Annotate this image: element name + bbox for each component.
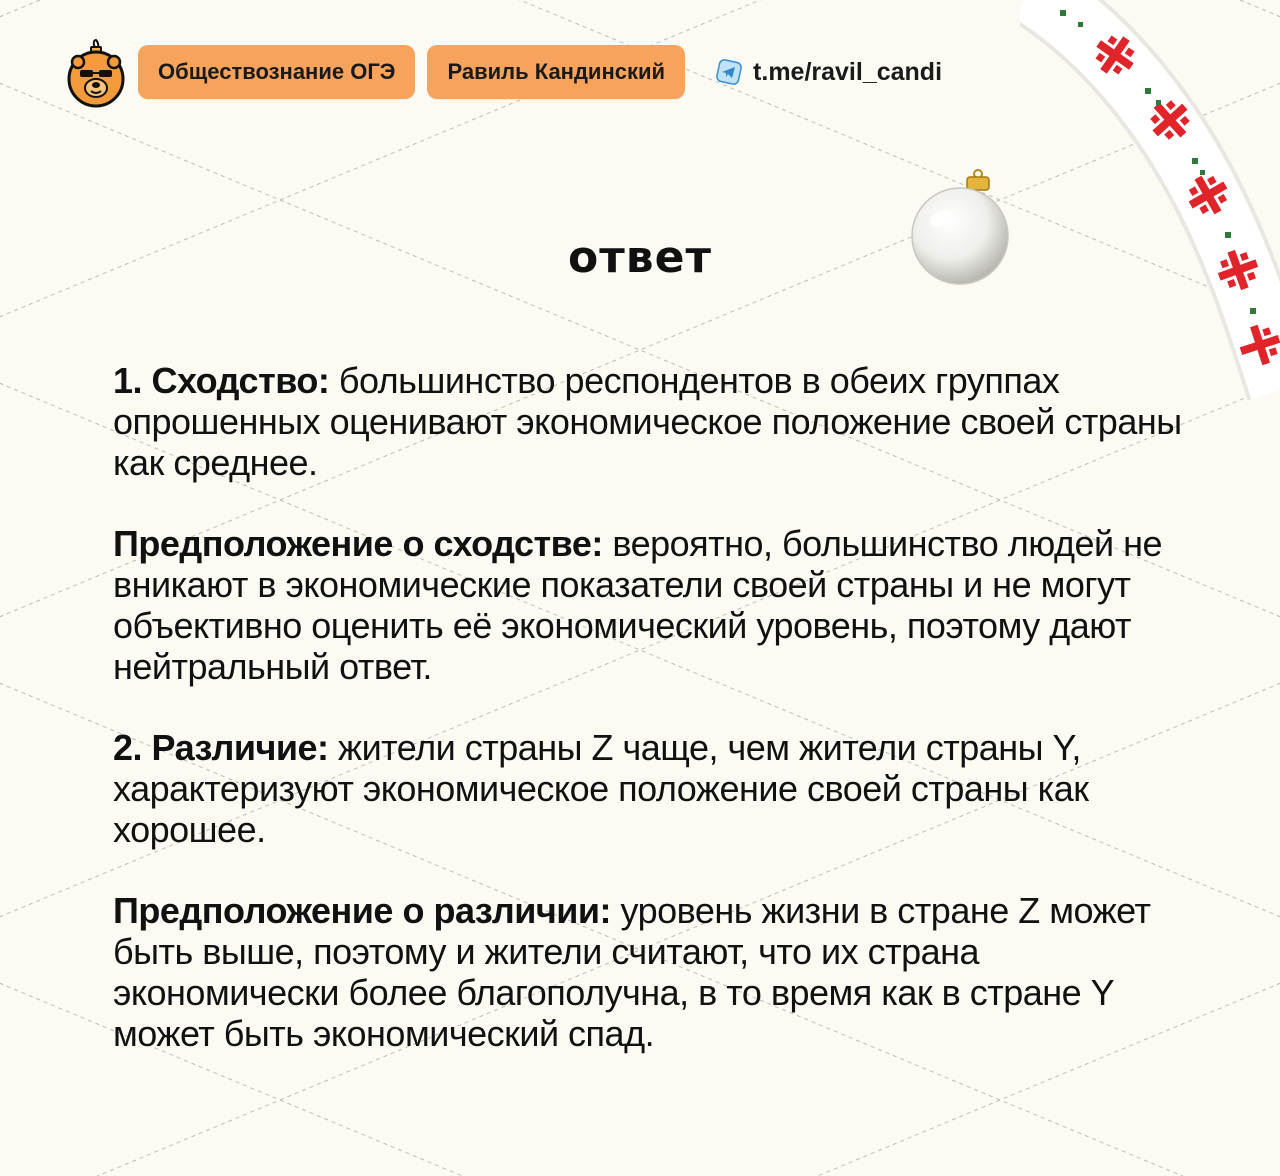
paragraph-label: Предположение о сходстве: (113, 523, 603, 564)
author-chip[interactable]: Равиль Кандинский (427, 45, 685, 99)
paragraph-similarity-assumption (113, 523, 1193, 687)
subject-chip[interactable]: Обществознание ОГЭ (138, 45, 415, 99)
paragraph-similarity (113, 360, 1193, 483)
paragraph-text: уровень жизни в стране Z может быть выше, поэтому и жители считают, что их страна экономически более благополучна, в то время как в стране Y может быть экономический спад. (113, 890, 1151, 1054)
paragraph-text: вероятно, большинство людей не вникают в экономические показатели своей страны и не могут объективно оценить её экономический уровень, поэтому дают нейтральный ответ. (113, 523, 1162, 687)
embroidered-ribbon-icon (1020, 0, 1280, 400)
telegram-link-text[interactable]: t.me/ravil_candi (753, 57, 943, 86)
paragraph-difference (113, 727, 1193, 850)
header-bar (60, 38, 942, 106)
paragraph-label: 2. Различие: (113, 727, 329, 768)
answer-content (113, 360, 1193, 1094)
bear-logo-icon (60, 36, 132, 108)
paragraph-difference-assumption (113, 890, 1193, 1054)
paragraph-label: 1. Сходство: (113, 360, 330, 401)
paragraph-label: Предположение о различии: (113, 890, 611, 931)
paragraph-text: большинство респондентов в обеих группах опрошенных оценивают экономическое положение своей страны как среднее. (113, 360, 1182, 483)
telegram-icon (713, 56, 745, 88)
page-title: ответ (568, 232, 712, 283)
telegram-link[interactable] (713, 56, 942, 88)
paragraph-text: жители страны Z чаще, чем жители страны Y, характеризуют экономическое положение своей страны как хорошее. (113, 727, 1089, 850)
